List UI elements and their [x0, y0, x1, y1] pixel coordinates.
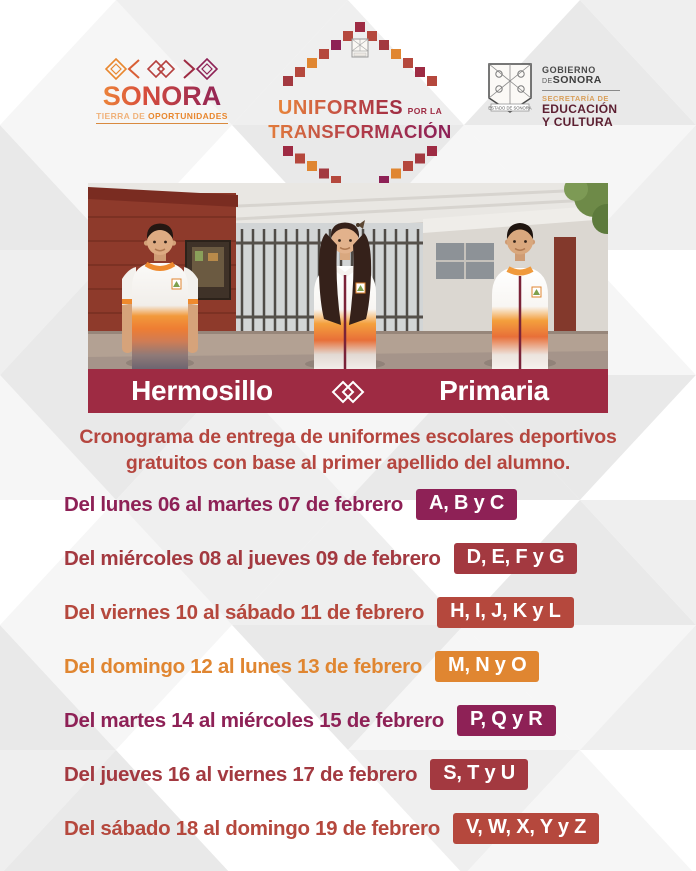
gov-line2-prefix: DE: [542, 78, 553, 85]
letters-badge: V, W, X, Y y Z: [453, 813, 599, 844]
children-photo-illustration: [88, 183, 608, 369]
schedule-dates: Del miércoles 08 al jueves 09 de febrero: [64, 546, 441, 570]
schedule-list: [64, 489, 674, 844]
schedule-dates: Del sábado 18 al domingo 19 de febrero: [64, 816, 440, 840]
tagline-light: TIERRA DE: [96, 111, 146, 121]
state-coat-of-arms-icon: [487, 62, 533, 116]
program-logo: [258, 22, 462, 207]
double-diamond-icon: [330, 375, 366, 407]
sonora-glyphs-icon: [105, 58, 219, 80]
schedule-dates: Del martes 14 al miércoles 15 de febrero: [64, 708, 444, 732]
location-banner: [88, 369, 608, 413]
government-logo: [487, 62, 620, 129]
letters-badge: D, E, F y G: [454, 543, 578, 574]
schedule-row: [64, 651, 674, 682]
gov-dept-line2: Y CULTURA: [542, 115, 613, 129]
schedule-row: [64, 813, 674, 844]
schedule-row: [64, 759, 674, 790]
program-title-sub: POR LA: [407, 106, 443, 116]
schedule-dates: Del domingo 12 al lunes 13 de febrero: [64, 654, 423, 678]
schedule-dates: Del viernes 10 al sábado 11 de febrero: [64, 600, 425, 624]
banner-level: Primaria: [439, 375, 549, 406]
sonora-tagline: [96, 111, 228, 124]
gov-dept-line1: EDUCACIÓN: [542, 102, 618, 116]
letters-badge: H, I, J, K y L: [437, 597, 574, 628]
seal-caption: ESTADO DE SONORA: [488, 105, 532, 111]
gov-dept-prefix: SECRETARÍA DE: [542, 94, 609, 103]
banner-city: Hermosillo: [131, 375, 273, 406]
letters-badge: P, Q y R: [457, 705, 556, 736]
tagline-bold: OPORTUNIDADES: [148, 111, 228, 121]
sonora-wordmark: SONORA: [96, 82, 228, 110]
letters-badge: S, T y U: [430, 759, 528, 790]
letters-badge: A, B y C: [416, 489, 517, 520]
program-title-line2: TRANSFORMACIÓN: [258, 122, 462, 142]
gov-line2-name: SONORA: [552, 74, 602, 86]
intro-line1: Cronograma de entrega de uniformes escolares deportivos: [79, 426, 617, 448]
schedule-dates: Del lunes 06 al martes 07 de febrero: [64, 492, 404, 516]
intro-line2: gratuitos con base al primer apellido del alumno.: [125, 452, 571, 474]
program-title-main: UNIFORMES: [277, 97, 404, 119]
sonora-logo: [96, 58, 228, 124]
gov-divider: [542, 90, 620, 91]
government-text-block: [542, 62, 620, 129]
mini-state-seal-icon: [351, 38, 369, 60]
schedule-dates: Del jueves 16 al viernes 17 de febrero: [64, 762, 418, 786]
schedule-row: [64, 597, 674, 628]
letters-badge: M, N y O: [435, 651, 539, 682]
gov-line1: GOBIERNO: [542, 65, 596, 75]
program-title: [258, 97, 462, 122]
schedule-row: [64, 705, 674, 736]
intro-text: [38, 424, 658, 476]
schedule-row: [64, 543, 674, 574]
schedule-row: [64, 489, 674, 520]
gov-line2: [542, 75, 620, 87]
